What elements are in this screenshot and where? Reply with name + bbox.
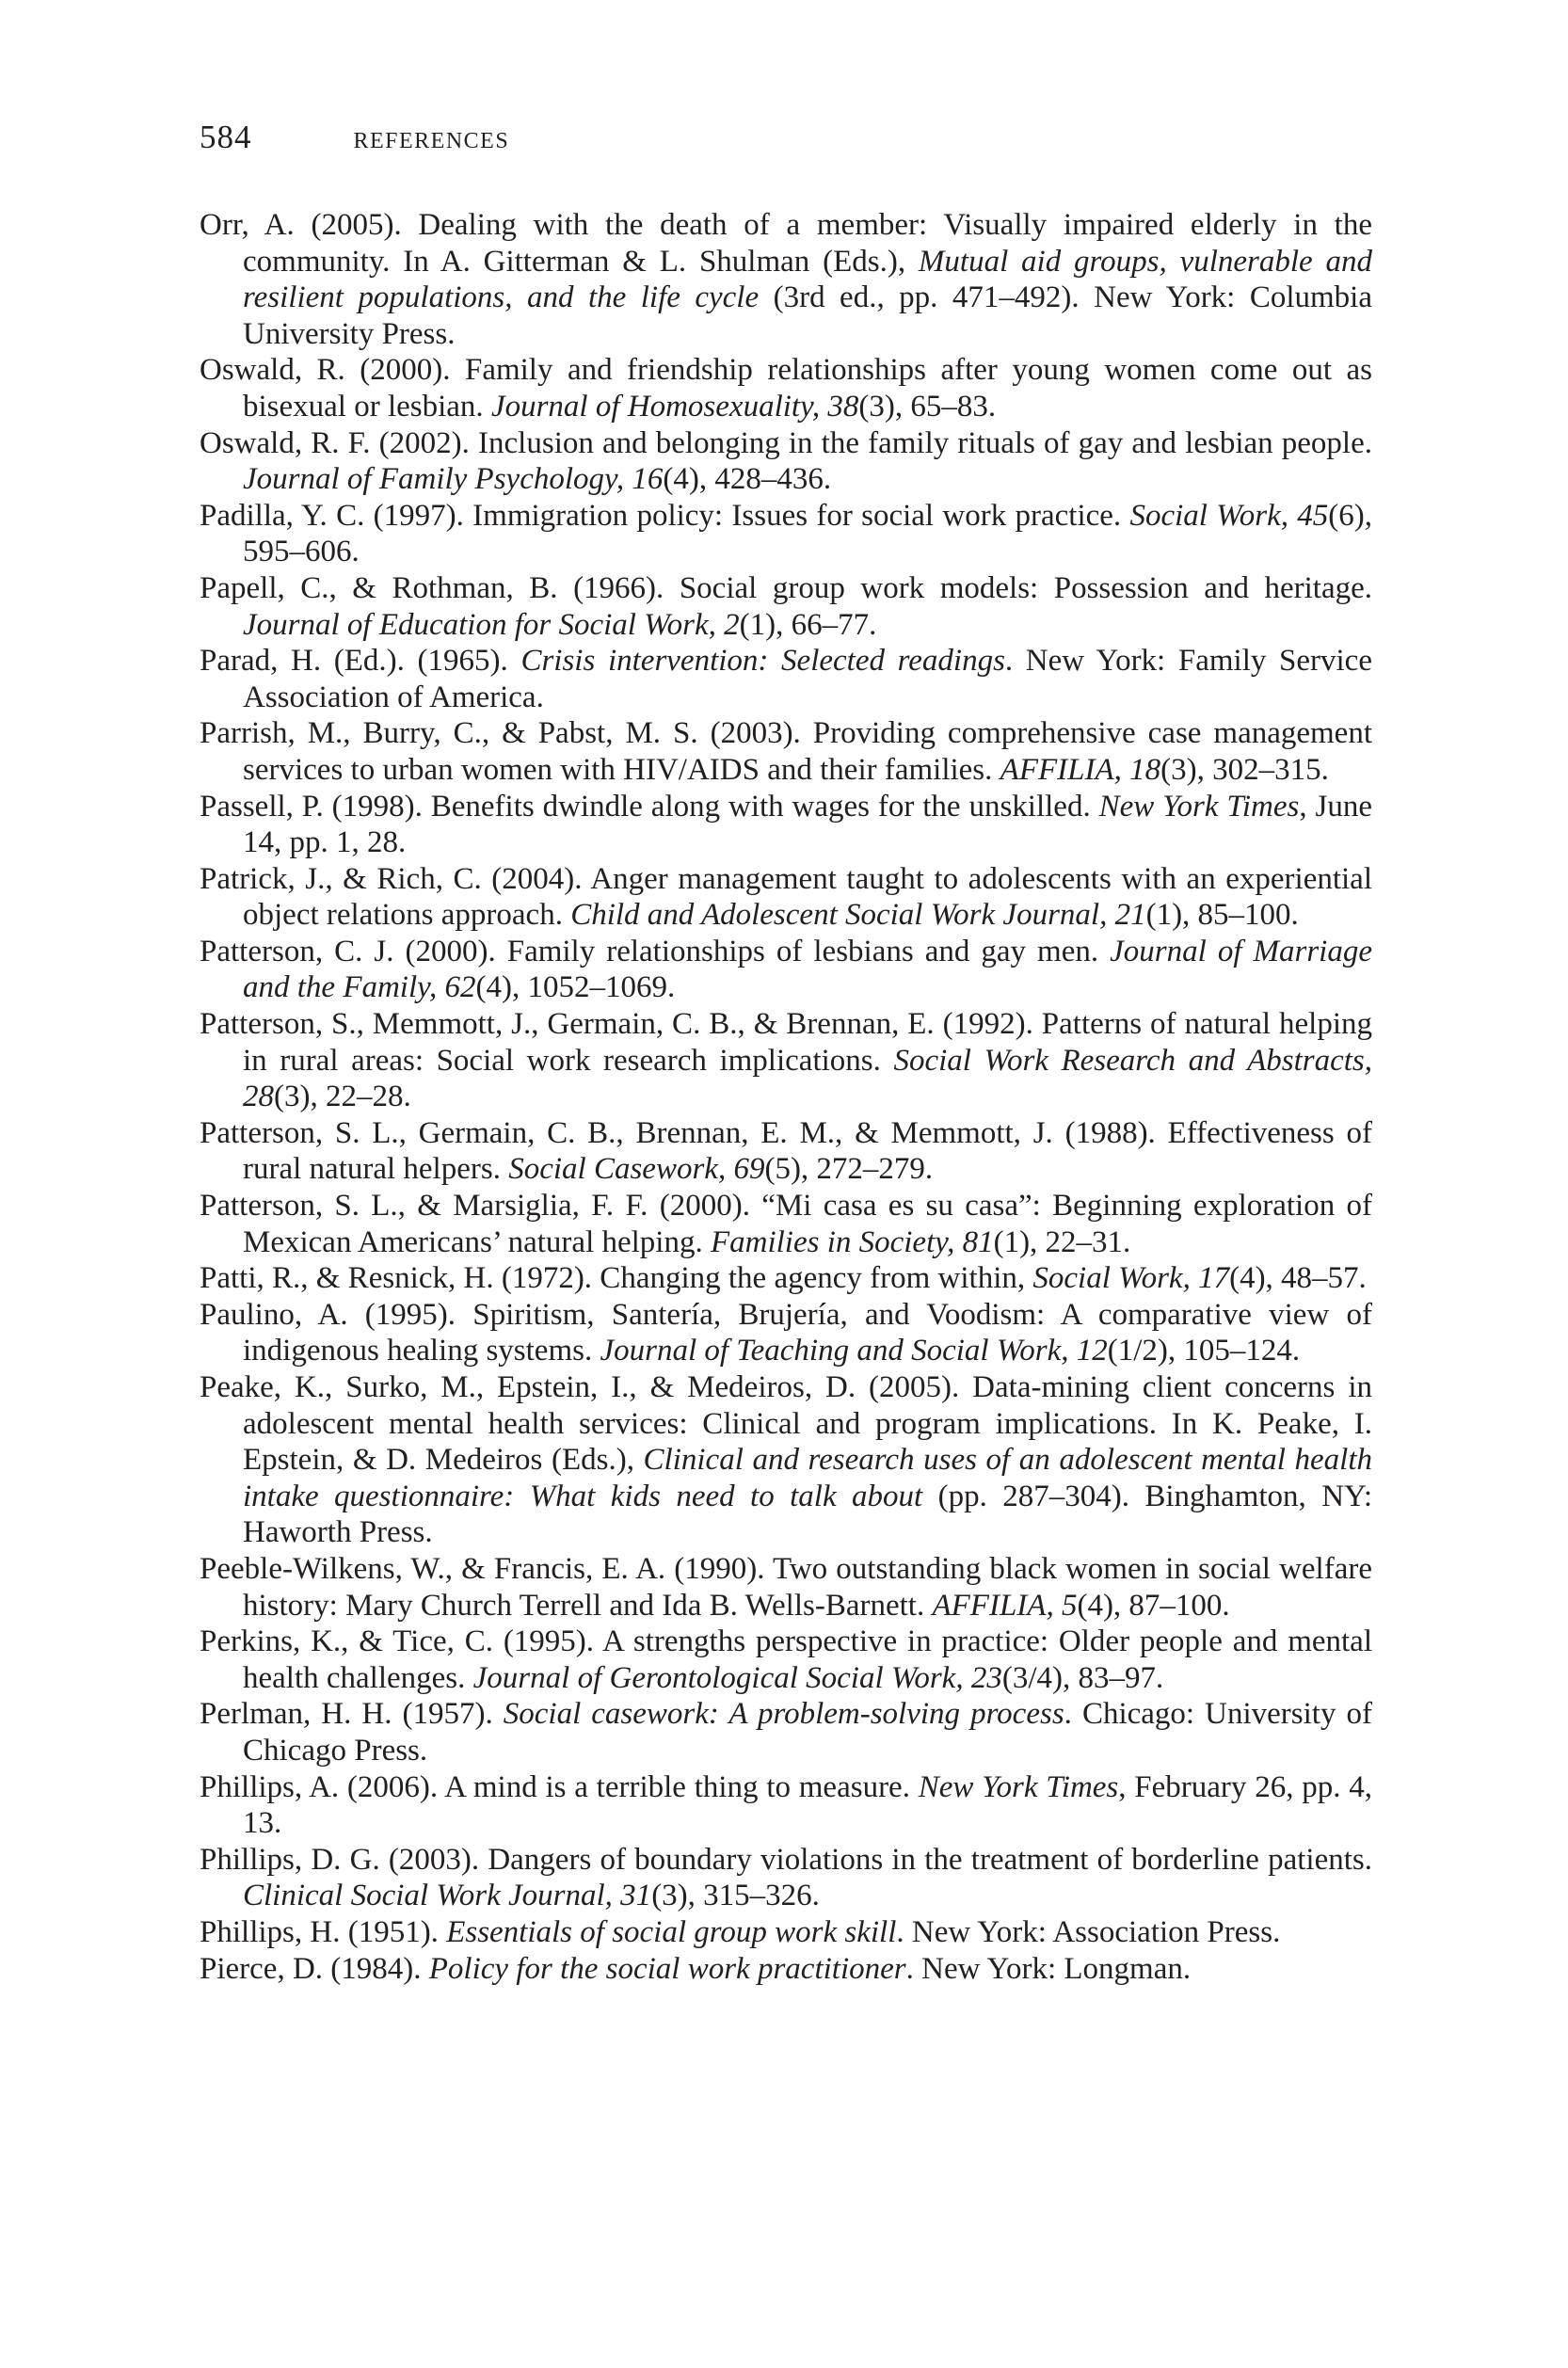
reference-title: Journal of Marriage and the Family, 62 (243, 934, 1372, 1005)
reference-entry (200, 1551, 1372, 1624)
reference-text: (1), 66–77. (739, 607, 877, 642)
reference-text: Patterson, C. J. (2000). Family relationships of lesbians and gay men. (200, 934, 1111, 968)
reference-entry (200, 643, 1372, 715)
reference-text: (3/4), 83–97. (1001, 1660, 1164, 1695)
reference-entry (200, 1297, 1372, 1369)
reference-text: . New York: Association Press. (896, 1914, 1281, 1949)
reference-entry (200, 715, 1372, 788)
reference-entry (200, 789, 1372, 861)
reference-title: Crisis intervention: Selected readings (520, 644, 1005, 679)
reference-text: (4), 1052–1069. (475, 970, 676, 1005)
reference-title: Journal of Homosexuality, 38 (490, 389, 859, 424)
reference-text: (3), 315–326. (651, 1879, 820, 1913)
reference-title: Policy for the social work practitioner (428, 1951, 906, 1986)
reference-text: . New York: Longman. (905, 1951, 1192, 1986)
reference-text: (3), 302–315. (1160, 752, 1329, 787)
reference-text: (4), 428–436. (663, 462, 832, 497)
reference-text: (3rd ed., pp. 471–492). New York: Columbia University Press. (243, 280, 1372, 351)
reference-title: Families in Society, 81 (710, 1224, 994, 1259)
reference-entry (200, 1914, 1372, 1951)
reference-title: Essentials of social group work skill (446, 1914, 897, 1949)
reference-text: Paulino, A. (1995). Spiritism, Santería, Brujería, and Voodism: A comparative view of indigenous healing systems. (200, 1297, 1372, 1368)
reference-text: Papell, C., & Rothman, B. (1966). Social group work models: Possession and heritage. (200, 570, 1372, 605)
reference-title: New York Times (918, 1769, 1119, 1804)
reference-text: . Chicago: University of Chicago Press. (243, 1697, 1372, 1768)
reference-list (200, 207, 1372, 1987)
reference-text: Patterson, S., Memmott, J., Germain, C. B., & Brennan, E. (1992). Patterns of natural helping in rural areas: Social work research implications. (200, 1007, 1372, 1078)
reference-text: Perlman, H. H. (1957). (200, 1697, 504, 1732)
reference-text: , June 14, pp. 1, 28. (243, 789, 1372, 860)
reference-title: Child and Adolescent Social Work Journal, 21 (570, 898, 1146, 933)
reference-title: Journal of Family Psychology, 16 (243, 462, 664, 497)
reference-text: (3), 65–83. (858, 389, 997, 424)
reference-title: Clinical and research uses of an adolescent mental health intake questionnaire: What kids need to talk about (243, 1443, 1372, 1513)
reference-text: Peeble-Wilkens, W., & Francis, E. A. (1990). Two outstanding black women in social welfare history: Mary Church Terrell and Ida B. Wells-Barnett. (200, 1551, 1372, 1623)
reference-entry (200, 352, 1372, 424)
reference-text: . New York: Family Service Association of America. (243, 644, 1372, 714)
reference-text: Padilla, Y. C. (1997). Immigration policy: Issues for social work practice. (200, 498, 1130, 533)
reference-text: , February 26, pp. 4, 13. (243, 1769, 1372, 1841)
reference-text: Passell, P. (1998). Benefits dwindle along with wages for the unskilled. (200, 789, 1099, 824)
reference-entry (200, 861, 1372, 934)
reference-text: Orr, A. (2005). Dealing with the death of a member: Visually impaired elderly in the community. In A. Gitterman & L. Shulman (Eds.), (200, 208, 1372, 279)
reference-text: Phillips, D. G. (2003). Dangers of boundary violations in the treatment of borderline patients. (200, 1842, 1372, 1877)
running-head (200, 119, 509, 160)
reference-entry (200, 498, 1372, 570)
reference-text: Oswald, R. (2000). Family and friendship relationships after young women come out as bisexual or lesbian. (200, 353, 1372, 424)
reference-text: Oswald, R. F. (2002). Inclusion and belonging in the family rituals of gay and lesbian people. (200, 425, 1372, 460)
reference-text: (6), 595–606. (243, 498, 1372, 569)
reference-text: (3), 22–28. (274, 1080, 411, 1114)
reference-entry (200, 1188, 1372, 1260)
reference-title: Clinical Social Work Journal, 31 (243, 1879, 652, 1913)
reference-text: Parrish, M., Burry, C., & Pabst, M. S. (2003). Providing comprehensive case management services to urban women with HIV/AIDS and their families. (200, 716, 1372, 787)
reference-entry (200, 1769, 1372, 1842)
reference-text: (pp. 287–304). Binghamton, NY: Haworth Press. (243, 1479, 1372, 1550)
reference-entry (200, 207, 1372, 352)
reference-entry (200, 1624, 1372, 1696)
reference-text: Patrick, J., & Rich, C. (2004). Anger management taught to adolescents with an experiential object relations approach. (200, 861, 1372, 933)
reference-entry (200, 1951, 1372, 1988)
section-title: REFERENCES (353, 129, 510, 153)
reference-text: Patti, R., & Resnick, H. (1972). Changing the agency from within, (200, 1261, 1033, 1296)
reference-text: Parad, H. (Ed.). (1965). (200, 644, 521, 679)
reference-title: Social Casework, 69 (508, 1152, 765, 1187)
reference-title: Journal of Teaching and Social Work, 12 (600, 1334, 1108, 1368)
reference-entry (200, 1260, 1372, 1297)
reference-entry (200, 934, 1372, 1006)
reference-text: (4), 87–100. (1077, 1588, 1230, 1623)
reference-title: Social Work, 45 (1129, 498, 1329, 533)
reference-text: (1/2), 105–124. (1107, 1334, 1301, 1368)
reference-text: Peake, K., Surko, M., Epstein, I., & Medeiros, D. (2005). Data-mining client concerns in adolescent mental health services: Clinical and program implications. In K. Peake, I. Epstein, & D. Medeiros (Eds.), (200, 1370, 1372, 1478)
reference-entry (200, 1006, 1372, 1115)
reference-text: Patterson, S. L., Germain, C. B., Brennan, E. M., & Memmott, J. (1988). Effectiveness of rural natural helpers. (200, 1115, 1372, 1187)
reference-text: Perkins, K., & Tice, C. (1995). A strengths perspective in practice: Older people and mental health challenges. (200, 1624, 1372, 1695)
reference-entry (200, 1696, 1372, 1768)
reference-entry (200, 1115, 1372, 1188)
reference-text: Patterson, S. L., & Marsiglia, F. F. (2000). “Mi casa es su casa”: Beginning exploration of Mexican Americans’ natural helping. (200, 1189, 1372, 1259)
reference-text: Phillips, H. (1951). (200, 1914, 447, 1949)
reference-title: Social Work, 17 (1032, 1261, 1230, 1296)
reference-entry (200, 425, 1372, 498)
page-number: 584 (200, 119, 252, 155)
reference-text: Phillips, A. (2006). A mind is a terrible thing to measure. (200, 1769, 919, 1804)
reference-text: (5), 272–279. (764, 1152, 934, 1187)
reference-entry (200, 1842, 1372, 1914)
reference-title: New York Times (1098, 789, 1300, 824)
reference-title: AFFILIA, 5 (932, 1588, 1078, 1623)
reference-text: (1), 85–100. (1145, 898, 1299, 933)
reference-text: Pierce, D. (1984). (200, 1951, 429, 1986)
reference-title: Mutual aid groups, vulnerable and resilient populations, and the life cycle (243, 244, 1373, 315)
reference-title: AFFILIA, 18 (1000, 752, 1161, 787)
reference-entry (200, 1369, 1372, 1551)
reference-title: Journal of Education for Social Work, 2 (243, 607, 740, 642)
reference-text: (4), 48–57. (1229, 1261, 1367, 1296)
reference-text: (1), 22–31. (993, 1224, 1131, 1259)
reference-title: Social Work Research and Abstracts, 28 (243, 1043, 1372, 1114)
reference-title: Journal of Gerontological Social Work, 23 (472, 1660, 1002, 1695)
reference-entry (200, 570, 1372, 643)
reference-title: Social casework: A problem-solving process (503, 1697, 1064, 1732)
